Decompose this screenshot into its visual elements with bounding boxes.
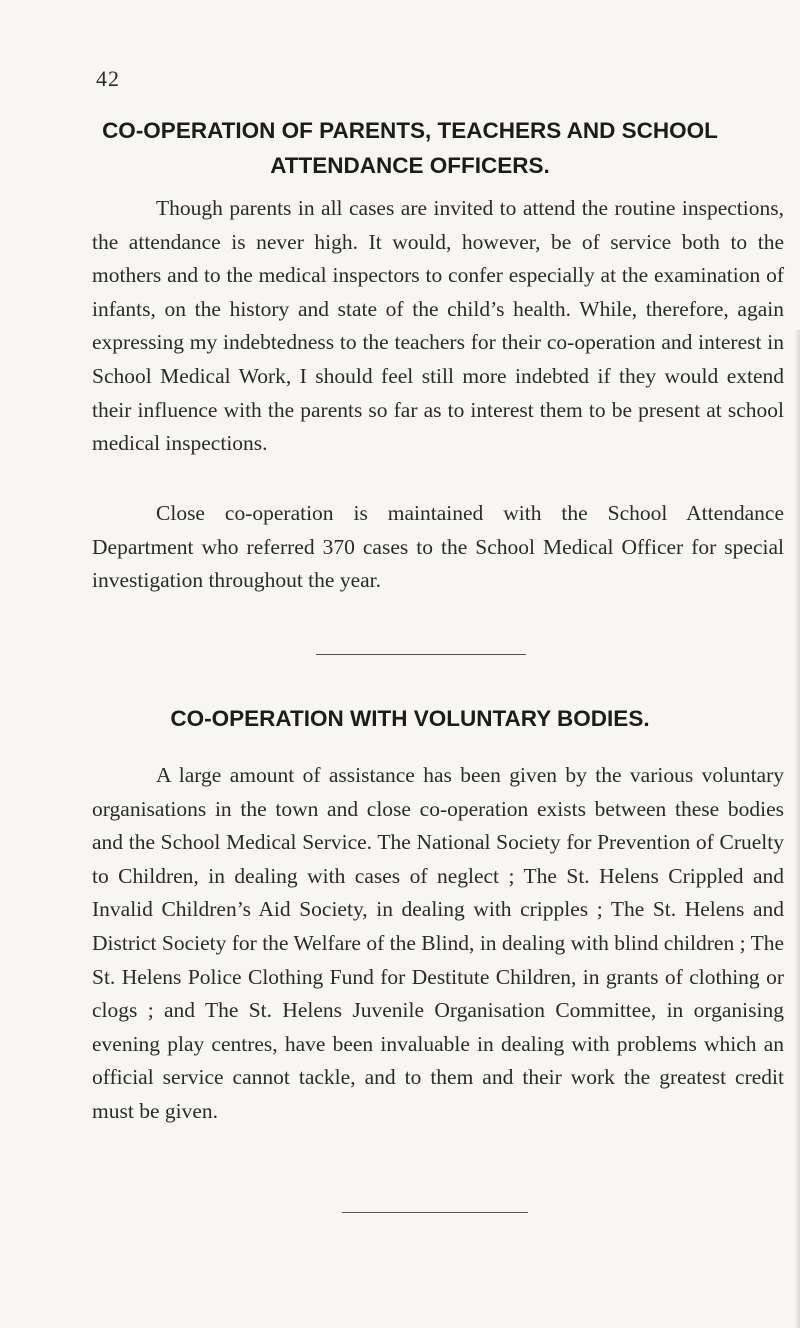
page-number: 42 <box>96 66 120 91</box>
section-heading-parents-teachers: CO-OPERATION OF PARENTS, TEACHERS AND SCHOOL ATTENDANCE OFFICERS. <box>102 118 718 178</box>
section-divider <box>316 654 526 655</box>
paragraph-school-attendance-department: Close co-operation is maintained with the School Attendance Department who referred 370 cases to the School Medical Officer for special investigation throughout the year. <box>92 501 784 593</box>
page-edge-shadow <box>794 330 800 1328</box>
paragraph-parents-attendance: Though parents in all cases are invited to attend the routine inspections, the attendance is never high. It would, however, be of service both to the mothers and to the medical inspectors to confer especially at the examination of infants, on the history and state of the child’s health. While, therefore, again expressing my indebtedness to the teachers for their co-operation and interest in School Medical Work, I should feel still more indebted if they would extend their influence with the parents so far as to interest them to be present at school medical inspections. <box>92 196 784 456</box>
end-divider <box>342 1212 528 1213</box>
section-heading-voluntary-bodies: CO-OPERATION WITH VOLUNTARY BODIES. <box>170 706 650 731</box>
paragraph-voluntary-organisations: A large amount of assistance has been given by the various voluntary organisations in the town and close co-operation exists between these bodies and the School Medical Service. The National Society for Prevention of Cruelty to Children, in dealing with cases of neglect ; The St. Helens Crippled and Invalid Children’s Aid Society, in dealing with cripples ; The St. Helens and District Society for the Welfare of the Blind, in dealing with blind children ; The St. Helens Police Clothing Fund for Destitute Children, in grants of clothing or clogs ; and The St. Helens Juvenile Organisation Committee, in organising evening play centres, have been invaluable in dealing with problems which an official service cannot tackle, and to them and their work the greatest credit must be given. <box>92 763 784 1123</box>
